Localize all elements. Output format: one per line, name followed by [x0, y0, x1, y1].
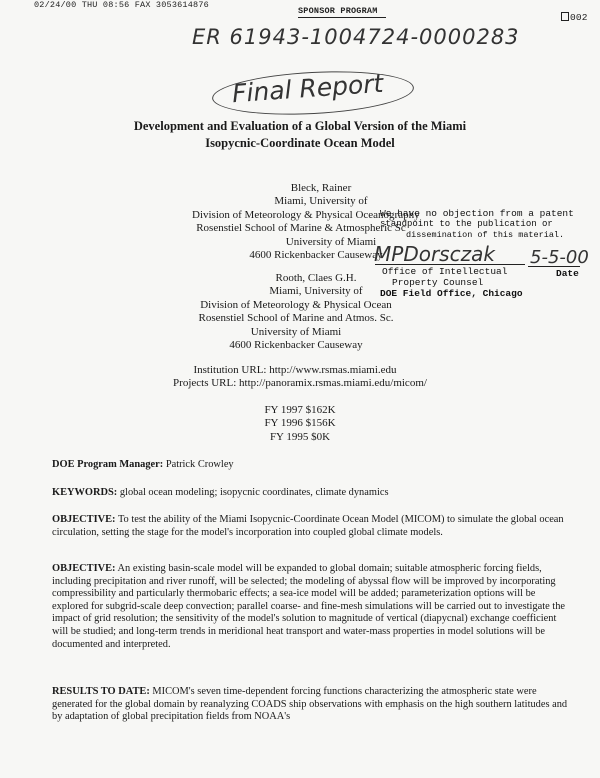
fax-header-center: SPONSOR PROGRAM	[298, 6, 378, 16]
program-manager-value: Patrick Crowley	[165, 459, 234, 470]
handwritten-final-report: Final Report	[231, 68, 385, 109]
fax-page-number-text: 002	[570, 12, 588, 23]
author2-block	[176, 272, 416, 352]
signature-line	[375, 264, 525, 265]
objective-paragraph-2	[52, 563, 572, 651]
objective-label: OBJECTIVE:	[52, 514, 116, 525]
author1-line: Miami, University of	[274, 195, 368, 208]
patent-stamp-line: dissemination of this material.	[406, 230, 565, 240]
document-title-line1: Development and Evaluation of a Global Version of the Miami	[133, 119, 467, 133]
urls-block	[0, 364, 600, 391]
author2-line: Rosenstiel School of Marine and Atmos. Sc.	[198, 312, 394, 325]
objective-text: To test the ability of the Miami Isopycnic-Coordinate Ocean Model (MICOM) to simulate the global ocean circulation, setting the stage for the model's incorporation into coupled global climate models.	[52, 514, 564, 538]
objective-paragraph-1	[52, 514, 572, 539]
author2-name: Rooth, Claes G.H.	[275, 272, 357, 284]
fax-page-number	[561, 12, 588, 23]
author1-line: Rosenstiel School of Marine & Atmospheric Sc	[196, 222, 406, 235]
author2-line: University of Miami	[250, 325, 342, 338]
document-title-line2: Isopycnic-Coordinate Ocean Model	[205, 136, 395, 150]
keywords-label: KEYWORDS:	[52, 487, 118, 498]
institution-url: Institution URL: http://www.rsmas.miami.edu	[193, 364, 397, 376]
objective-text: An existing basin-scale model will be expanded to global domain; suitable atmospheric forcing fields, including precipitation and river runoff, will be selected; the modeling of abyssal flow will be improved by incorporating compressibility and particularly thermobaric effects; a sea-ice model will be added; parameterization options will be explored for subgrid-scale deep convection; parallel coarse- and fine-mesh simulations will be carried out to investigate the impact of grid resolution; the sensitivity of the model's solution to magnitude of vertical (diapycnal) exchange coefficient will be studied; and long-term trends in meridional heat transport and water-mass properties in model solutions will be documented and interpreted.	[52, 563, 566, 650]
author1-name: Bleck, Rainer	[290, 182, 352, 194]
author2-line: Miami, University of	[269, 285, 363, 298]
funding-line: FY 1997 $162K	[264, 404, 336, 416]
program-manager-label: DOE Program Manager:	[52, 459, 164, 470]
handwritten-signature: MPDorsczak	[374, 242, 495, 266]
stamp-date-label: Date	[556, 268, 579, 279]
stamp-office: Office of Intellectual	[382, 266, 508, 277]
fax-page-icon	[561, 12, 569, 21]
keywords-value: global ocean modeling; isopycnic coordinates, climate dynamics	[119, 487, 389, 498]
keywords	[52, 487, 572, 500]
funding-line: FY 1995 $0K	[269, 430, 331, 443]
author2-line: 4600 Rickenbacker Causeway	[229, 339, 363, 352]
fax-header-left: 02/24/00 THU 08:56 FAX 3053614876	[34, 0, 209, 10]
stamp-field-office: DOE Field Office, Chicago	[380, 288, 523, 299]
projects-url: Projects URL: http://panoramix.rsmas.miami.edu/micom/	[173, 377, 427, 390]
patent-stamp-block	[380, 208, 574, 241]
fax-header-underline	[298, 17, 386, 18]
results-text: MICOM's seven time-dependent forcing functions characterizing the atmospheric state were generated for the global domain by reanalyzing COADS ship observations with emphasis on the high southern latitudes and by adaptation of global precipitation fields from NOAA's	[52, 686, 568, 723]
handwritten-date: 5-5-00	[530, 247, 589, 268]
patent-stamp-line: We have no objection from a patent	[380, 208, 574, 219]
funding-line: FY 1996 $156K	[264, 417, 336, 430]
date-line	[528, 266, 580, 267]
handwritten-report-number: ER 61943-1004724-0000283	[192, 25, 520, 49]
objective-label: OBJECTIVE:	[52, 563, 116, 574]
funding-block	[0, 404, 600, 444]
author2-line: Division of Meteorology & Physical Ocean	[200, 298, 392, 311]
author1-line: 4600 Rickenbacker Causeway	[249, 249, 383, 262]
patent-stamp-line: standpoint to the publication or	[380, 219, 553, 229]
program-manager	[52, 459, 572, 472]
author1-line: University of Miami	[285, 235, 377, 248]
results-paragraph	[52, 686, 572, 724]
author1-line: Division of Meteorology & Physical Oceanography	[192, 208, 420, 221]
stamp-counsel: Property Counsel	[392, 277, 484, 288]
results-label: RESULTS TO DATE:	[52, 686, 150, 697]
